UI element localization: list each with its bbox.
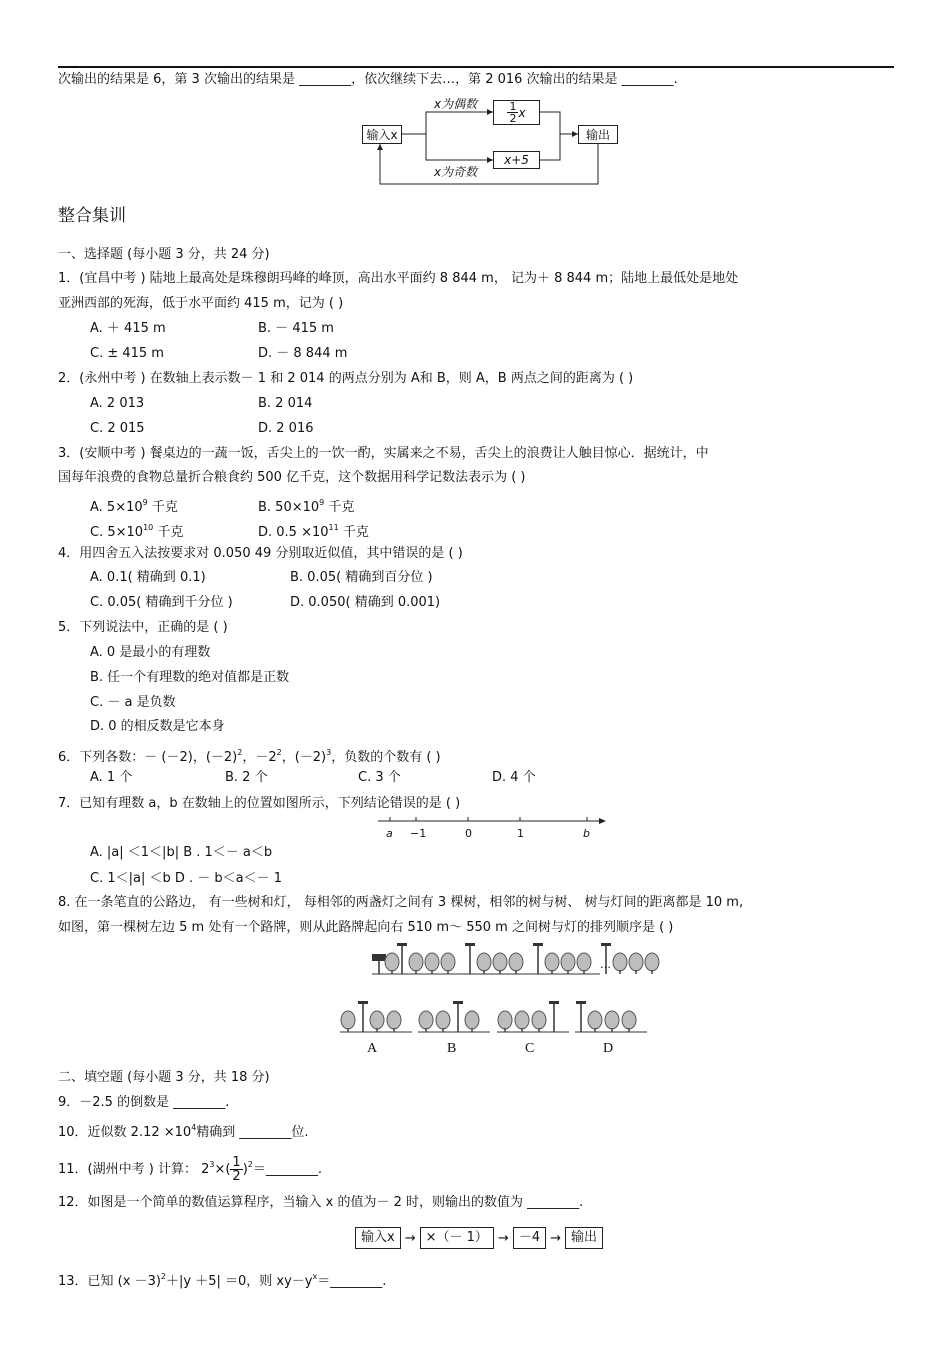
q3-option-b: B. $50\times 10^9$ 千克 — [258, 498, 355, 515]
arrow-right-icon: → — [497, 1230, 509, 1246]
tree-icon — [370, 1011, 384, 1029]
q8-option-d-label: D — [603, 1041, 614, 1056]
tree-icon — [419, 1011, 433, 1029]
tree-icon — [605, 1011, 619, 1029]
q10-text: 10．近似数 $2.12 \times 10^4$精确到 ________位. — [58, 1123, 309, 1140]
q8-option-b-label: B — [447, 1041, 457, 1056]
q4-option-c: C. 0.05( 精确到千分位 ) — [90, 595, 233, 610]
q5-option-a: A. 0 是最小的有理数 — [90, 645, 211, 660]
flow-input-box: 输入x — [362, 125, 402, 144]
part1-header: 一、选择题 (每小题 3 分，共 24 分) — [58, 247, 270, 262]
q5-option-d: D. 0 的相反数是它本身 — [90, 719, 225, 734]
q4-option-d: D. 0.050( 精确到 0.001) — [290, 595, 441, 610]
q7-option-ab: A. |a| ＜1＜|b| B . 1＜－ a＜b — [90, 845, 273, 860]
arrow-right-icon: → — [404, 1230, 416, 1246]
tree-icon — [341, 1011, 355, 1029]
tree-icon — [477, 953, 491, 971]
lamp-head — [601, 943, 611, 946]
tree-icon — [588, 1011, 602, 1029]
q1-option-c: C. ± 415 m — [90, 346, 164, 361]
q7-axis-label: 1 — [517, 827, 524, 840]
q12-flow — [355, 1227, 603, 1249]
q3-line1: 3．(安顺中考 ) 餐桌边的一蔬一饭，舌尖上的一饮一酌，实属来之不易，舌尖上的浪费让人触目惊心．据统计，中 — [58, 446, 709, 461]
tree-icon — [577, 953, 591, 971]
flow-odd-op-box: x+5 — [493, 151, 540, 169]
q2-option-a: A. 2 013 — [90, 396, 145, 411]
q7-axis-label: b — [583, 827, 590, 840]
flow-even-var: x — [518, 105, 526, 120]
tree-icon — [436, 1011, 450, 1029]
q7-axis-label: −1 — [410, 827, 427, 840]
q8-line2: 如图，第一棵树左边 5 m 处有一个路牌，则从此路牌起向右 510 m～ 550 m 之间树与灯的排列顺序是 ( ) — [58, 920, 674, 935]
flow-even-label: x为偶数 — [434, 97, 478, 111]
tree-icon — [465, 1011, 479, 1029]
q12-output-box: 输出 — [565, 1227, 603, 1249]
tree-icon — [409, 953, 423, 971]
tree-icon — [385, 953, 399, 971]
q8-option-c-label: C — [525, 1041, 535, 1056]
q12-subtract-box: －4 — [513, 1227, 546, 1249]
q11-text: 11．(湖州中考 ) 计算： $2^3\times$( $\frac{1}{2}$ )$^2$＝________. — [58, 1155, 323, 1184]
tree-icon — [425, 953, 439, 971]
frac-denominator: 2 — [509, 112, 517, 125]
lamp-head — [549, 1001, 559, 1004]
section-title: 整合集训 — [58, 206, 126, 226]
tree-icon — [498, 1011, 512, 1029]
q1-line1: 1．(宜昌中考 ) 陆地上最高处是珠穆朗玛峰的峰顶，高出水平面约 8 844 m， 记为＋ 8 844 m；陆地上最低处是地处 — [58, 271, 739, 286]
q8-option-a-label: A — [367, 1041, 378, 1056]
q5-line1: 5．下列说法中，正确的是 ( ) — [58, 620, 228, 635]
q12-line1: 12．如图是一个简单的数值运算程序，当输入 x 的值为－ 2 时，则输出的数值为 ________. — [58, 1195, 584, 1210]
tree-icon — [545, 953, 559, 971]
lamp-head — [358, 1001, 368, 1004]
q7-axis-label: 0 — [465, 827, 472, 840]
tree-icon — [515, 1011, 529, 1029]
tree-icon — [645, 953, 659, 971]
q12-multiply-box: ×（－ 1） — [420, 1227, 494, 1249]
q1-line2: 亚洲西部的死海，低于水平面约 415 m，记为 ( ) — [58, 296, 344, 311]
q5-option-b: B. 任一个有理数的绝对值都是正数 — [90, 670, 290, 685]
tree-icon — [613, 953, 627, 971]
q8-line1: 8. 在一条笔直的公路边， 有一些树和灯， 每相邻的两盏灯之间有 3 棵树，相邻的树与树、 树与灯间的距离都是 10 m, — [58, 895, 744, 910]
q2-option-d: D. 2 016 — [258, 421, 314, 436]
q3-line2: 国每年浪费的食物总量折合粮食约 500 亿千克，这个数据用科学记数法表示为 ( ) — [58, 470, 526, 485]
q7-option-cd: C. 1＜|a| ＜b D . － b＜a＜－ 1 — [90, 871, 283, 886]
lamp-head — [465, 943, 475, 946]
flow-output-box: 输出 — [578, 125, 618, 144]
tree-icon — [493, 953, 507, 971]
arrow-right-icon: → — [550, 1230, 561, 1246]
q8-ellipsis: … — [600, 958, 611, 971]
q4-option-a: A. 0.1( 精确到 0.1) — [90, 570, 206, 585]
tree-icon — [387, 1011, 401, 1029]
q2-option-b: B. 2 014 — [258, 396, 313, 411]
q0-text: 次输出的结果是 6，第 3 次输出的结果是 ________，依次继续下去…，第 2 016 次输出的结果是 ________. — [58, 72, 678, 87]
tree-icon — [532, 1011, 546, 1029]
tree-icon — [441, 953, 455, 971]
tree-icon — [629, 953, 643, 971]
lamp-head — [533, 943, 543, 946]
flow-odd-label: x为奇数 — [434, 165, 478, 179]
q6-option-b: B. 2 个 — [225, 770, 268, 785]
q9-text: 9．－2.5 的倒数是 ________. — [58, 1095, 230, 1110]
q6-option-d: D. 4 个 — [492, 770, 536, 785]
q7-line1: 7．已知有理数 a，b 在数轴上的位置如图所示，下列结论错误的是 ( ) — [58, 796, 461, 811]
q1-option-b: B. － 415 m — [258, 321, 334, 336]
tree-icon — [622, 1011, 636, 1029]
tree-icon — [509, 953, 523, 971]
part2-header: 二、填空题 (每小题 3 分，共 18 分) — [58, 1070, 270, 1085]
q6-option-c: C. 3 个 — [358, 770, 401, 785]
q3-option-c: C. $5\times 10^{10}$ 千克 — [90, 523, 184, 540]
q1-option-a: A. ＋ 415 m — [90, 321, 166, 336]
road-sign-icon — [372, 954, 386, 961]
q3-option-a: A. $5\times 10^9$ 千克 — [90, 498, 178, 515]
q6-line1: 6．下列各数：－ (－2)，$(-2)^2$，$-2^2$，$(-2)^3$，负数的个数有 ( ) — [58, 748, 441, 765]
q4-option-b: B. 0.05( 精确到百分位 ) — [290, 570, 433, 585]
lamp-head — [576, 1001, 586, 1004]
q2-line1: 2．(永州中考 ) 在数轴上表示数－ 1 和 2 014 的两点分别为 A和 B，则 A，B 两点之间的距离为 ( ) — [58, 371, 634, 386]
q13-text: 13．已知 $(x -3)^2+|y +5| =0$，则 $xy-y^x=\_\_\_\_\_\_\_\_$. — [58, 1272, 387, 1289]
lamp-head — [397, 943, 407, 946]
frac-numerator: 1 — [509, 100, 517, 113]
q3-option-d: D. $0.5 \times 10^{11}$ 千克 — [258, 523, 369, 540]
lamp-head — [453, 1001, 463, 1004]
q4-line1: 4．用四舍五入法按要求对 0.050 49 分别取近似值，其中错误的是 ( ) — [58, 546, 463, 561]
q7-axis-label: a — [386, 827, 393, 840]
q2-option-c: C. 2 015 — [90, 421, 145, 436]
tree-icon — [561, 953, 575, 971]
q5-option-c: C. － a 是负数 — [90, 695, 176, 710]
q12-input-box: 输入x — [355, 1227, 401, 1249]
q6-option-a: A. 1 个 — [90, 770, 133, 785]
q1-option-d: D. － 8 844 m — [258, 346, 348, 361]
